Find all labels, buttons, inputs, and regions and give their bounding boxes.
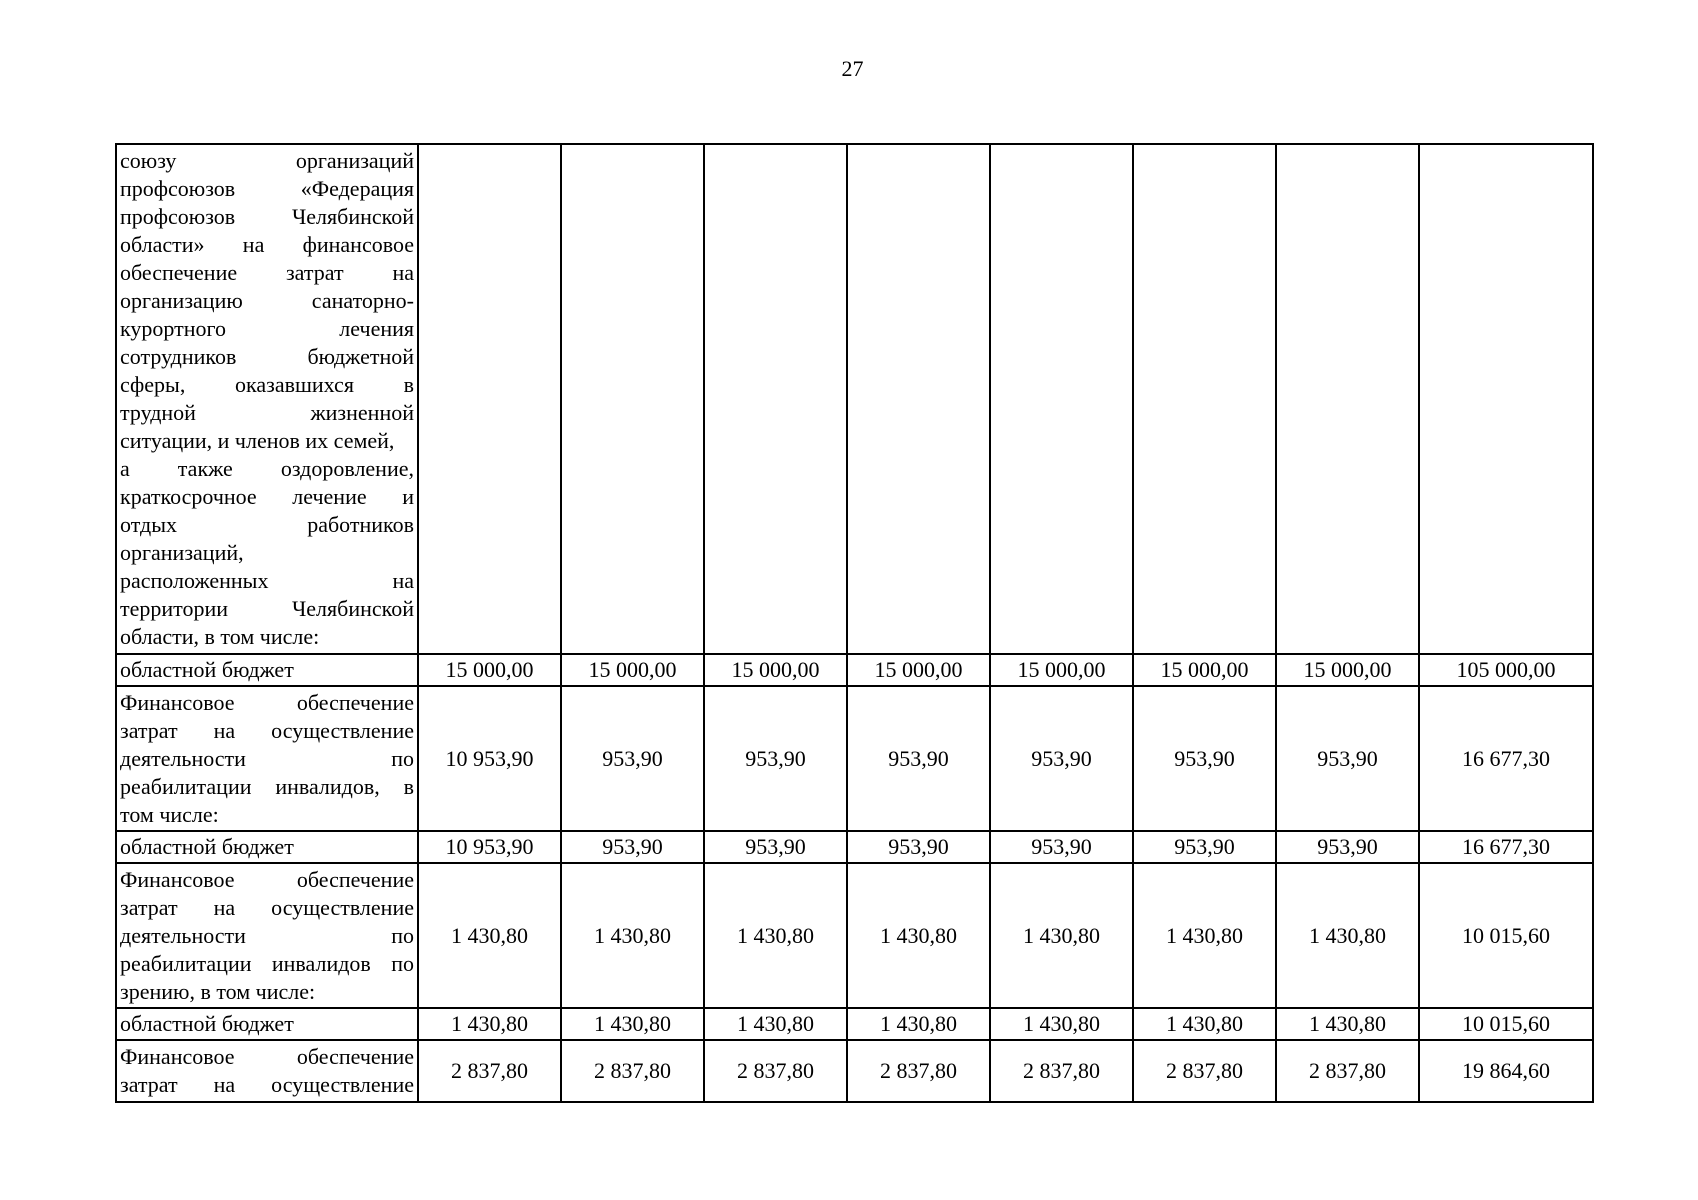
description-line: затрат на осуществление xyxy=(120,1072,414,1097)
year-value-cell: 2 837,80 xyxy=(1276,1040,1419,1102)
year-value-cell: 953,90 xyxy=(1276,831,1419,863)
table-row xyxy=(116,831,1593,863)
program-description-cell xyxy=(116,686,418,831)
year-value-cell xyxy=(1276,144,1419,654)
description-line: зрению, в том числе: xyxy=(120,978,316,1004)
description-line: Финансовое обеспечение xyxy=(120,689,414,715)
table-row xyxy=(116,654,1593,686)
description-line: трудной жизненной xyxy=(120,400,414,425)
year-value-cell: 1 430,80 xyxy=(418,1008,561,1040)
description-line: союзу организаций xyxy=(120,148,414,173)
year-value-cell: 1 430,80 xyxy=(847,863,990,1008)
year-value-cell: 1 430,80 xyxy=(990,863,1133,1008)
table-row xyxy=(116,686,1593,831)
description-line: курортного лечения xyxy=(120,316,414,341)
funding-source-cell xyxy=(116,1008,418,1040)
year-value-cell xyxy=(561,144,704,654)
description-line: сферы, оказавшихся в xyxy=(120,372,414,397)
year-value-cell: 1 430,80 xyxy=(704,863,847,1008)
program-description-cell xyxy=(116,1040,418,1102)
year-value-cell: 15 000,00 xyxy=(418,654,561,686)
description-line: области, в том числе: xyxy=(120,624,320,649)
description-line: профсоюзов Челябинской xyxy=(120,204,414,229)
description-line: областной бюджет xyxy=(120,1011,294,1036)
funding-source-cell xyxy=(116,654,418,686)
table-row xyxy=(116,1008,1593,1040)
description-line: реабилитации инвалидов, в xyxy=(120,773,414,799)
description-line: ситуации, и членов их семей, xyxy=(120,428,395,453)
year-value-cell xyxy=(704,144,847,654)
description-line: затрат на осуществление xyxy=(120,894,414,920)
description-line: областной бюджет xyxy=(120,834,294,859)
program-description-cell xyxy=(116,863,418,1008)
year-value-cell: 953,90 xyxy=(1133,686,1276,831)
year-value-cell: 1 430,80 xyxy=(1276,1008,1419,1040)
year-value-cell: 953,90 xyxy=(704,686,847,831)
table-row xyxy=(116,863,1593,1008)
description-line: Финансовое обеспечение xyxy=(120,866,414,892)
table-row xyxy=(116,144,1593,654)
year-value-cell: 2 837,80 xyxy=(847,1040,990,1102)
year-value-cell: 953,90 xyxy=(990,831,1133,863)
funding-source-cell xyxy=(116,831,418,863)
year-value-cell: 2 837,80 xyxy=(1133,1040,1276,1102)
year-value-cell: 1 430,80 xyxy=(847,1008,990,1040)
year-value-cell: 2 837,80 xyxy=(990,1040,1133,1102)
description-line: том числе: xyxy=(120,801,219,827)
table-row xyxy=(116,1040,1593,1102)
description-line: расположенных на xyxy=(120,568,414,593)
budget-table xyxy=(115,143,1594,1103)
year-value-cell: 1 430,80 xyxy=(561,1008,704,1040)
year-value-cell xyxy=(418,144,561,654)
year-value-cell: 15 000,00 xyxy=(561,654,704,686)
year-value-cell: 953,90 xyxy=(847,686,990,831)
description-line: территории Челябинской xyxy=(120,596,414,621)
year-value-cell: 15 000,00 xyxy=(704,654,847,686)
year-value-cell: 1 430,80 xyxy=(1133,1008,1276,1040)
year-value-cell: 1 430,80 xyxy=(418,863,561,1008)
description-line: обеспечение затрат на xyxy=(120,260,414,285)
total-value-cell: 16 677,30 xyxy=(1419,831,1593,863)
description-line: сотрудников бюджетной xyxy=(120,344,414,369)
year-value-cell: 1 430,80 xyxy=(561,863,704,1008)
year-value-cell: 953,90 xyxy=(1276,686,1419,831)
year-value-cell xyxy=(990,144,1133,654)
year-value-cell: 1 430,80 xyxy=(990,1008,1133,1040)
year-value-cell: 2 837,80 xyxy=(418,1040,561,1102)
total-value-cell: 10 015,60 xyxy=(1419,1008,1593,1040)
description-line: области» на финансовое xyxy=(120,232,414,257)
year-value-cell: 953,90 xyxy=(704,831,847,863)
year-value-cell: 15 000,00 xyxy=(1276,654,1419,686)
description-line: краткосрочное лечение и xyxy=(120,484,414,509)
page-number: 27 xyxy=(841,56,864,81)
year-value-cell: 10 953,90 xyxy=(418,686,561,831)
total-value-cell: 19 864,60 xyxy=(1419,1040,1593,1102)
description-line: затрат на осуществление xyxy=(120,717,414,743)
total-value-cell: 16 677,30 xyxy=(1419,686,1593,831)
year-value-cell: 2 837,80 xyxy=(704,1040,847,1102)
year-value-cell: 953,90 xyxy=(561,831,704,863)
year-value-cell: 2 837,80 xyxy=(561,1040,704,1102)
description-line: профсоюзов «Федерация xyxy=(120,176,414,201)
description-line: Финансовое обеспечение xyxy=(120,1044,414,1069)
year-value-cell xyxy=(1133,144,1276,654)
year-value-cell xyxy=(847,144,990,654)
year-value-cell: 953,90 xyxy=(990,686,1133,831)
year-value-cell: 1 430,80 xyxy=(704,1008,847,1040)
total-value-cell: 10 015,60 xyxy=(1419,863,1593,1008)
description-line: реабилитации инвалидов по xyxy=(120,950,414,976)
total-value-cell xyxy=(1419,144,1593,654)
total-value-cell: 105 000,00 xyxy=(1419,654,1593,686)
year-value-cell: 15 000,00 xyxy=(990,654,1133,686)
description-line: областной бюджет xyxy=(120,657,294,682)
description-line: деятельности по xyxy=(120,922,414,948)
description-line: организацию санаторно- xyxy=(120,288,414,313)
year-value-cell: 1 430,80 xyxy=(1276,863,1419,1008)
table-body xyxy=(116,144,1593,1102)
description-line: отдых работников xyxy=(120,512,414,537)
year-value-cell: 15 000,00 xyxy=(847,654,990,686)
program-description-cell xyxy=(116,144,418,654)
year-value-cell: 953,90 xyxy=(561,686,704,831)
description-line: а также оздоровление, xyxy=(120,456,414,481)
year-value-cell: 10 953,90 xyxy=(418,831,561,863)
year-value-cell: 15 000,00 xyxy=(1133,654,1276,686)
year-value-cell: 953,90 xyxy=(1133,831,1276,863)
year-value-cell: 953,90 xyxy=(847,831,990,863)
description-line: деятельности по xyxy=(120,745,414,771)
description-line: организаций, xyxy=(120,540,244,565)
year-value-cell: 1 430,80 xyxy=(1133,863,1276,1008)
